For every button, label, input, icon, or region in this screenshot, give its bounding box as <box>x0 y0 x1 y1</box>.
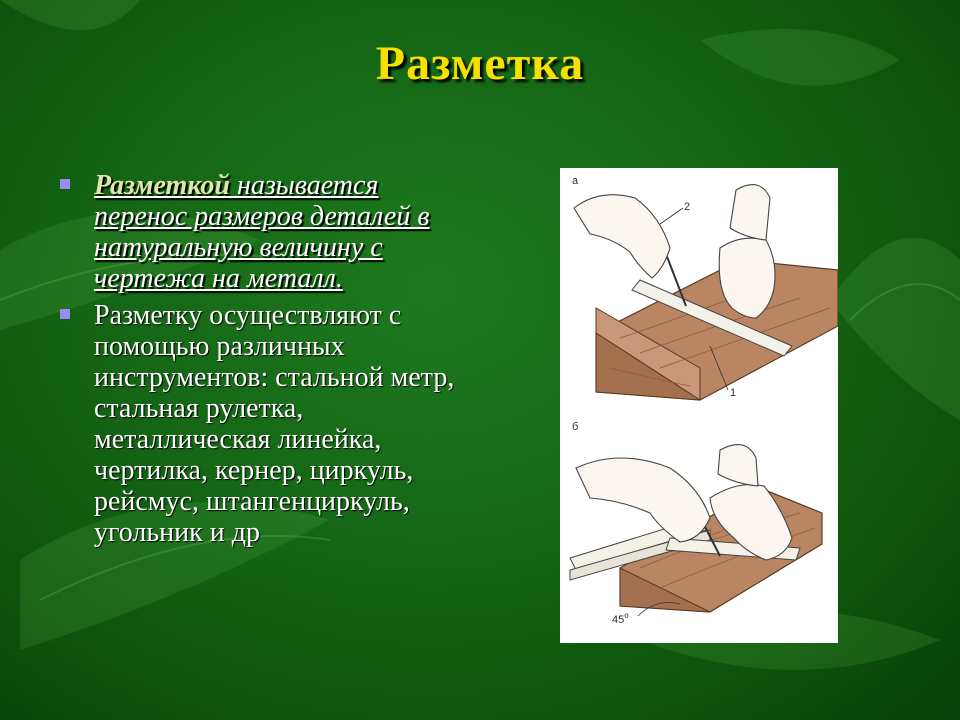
panel-label-b: б <box>572 421 579 433</box>
wood-board-a-icon <box>596 260 838 400</box>
callout-1: 1 <box>730 387 737 399</box>
definition-body: называется перенос размеров деталей в натуральную величину с чертежа на металл. <box>94 170 430 294</box>
bullet-marker-icon <box>60 309 70 319</box>
tools-text: Разметку осуществляют с помощью различных инструментов: стальной метр, стальная рулетка, металлическая линейка, чертилка, кернер, циркуль, рейсмус, штангенциркуль, угольник и др <box>94 300 455 548</box>
marking-illustration <box>560 168 838 643</box>
slide-title: Разметка <box>375 37 585 90</box>
callout-2: 2 <box>684 201 691 213</box>
definition-text <box>94 170 429 294</box>
bullet-definition <box>56 170 476 294</box>
bullet-tools <box>56 300 476 548</box>
panel-label-a: а <box>572 175 579 187</box>
bullet-marker-icon <box>60 179 70 189</box>
bullet-list <box>56 170 476 554</box>
definition-term: Разметкой <box>94 170 230 201</box>
angle-label: $45^о$ <box>612 611 629 626</box>
